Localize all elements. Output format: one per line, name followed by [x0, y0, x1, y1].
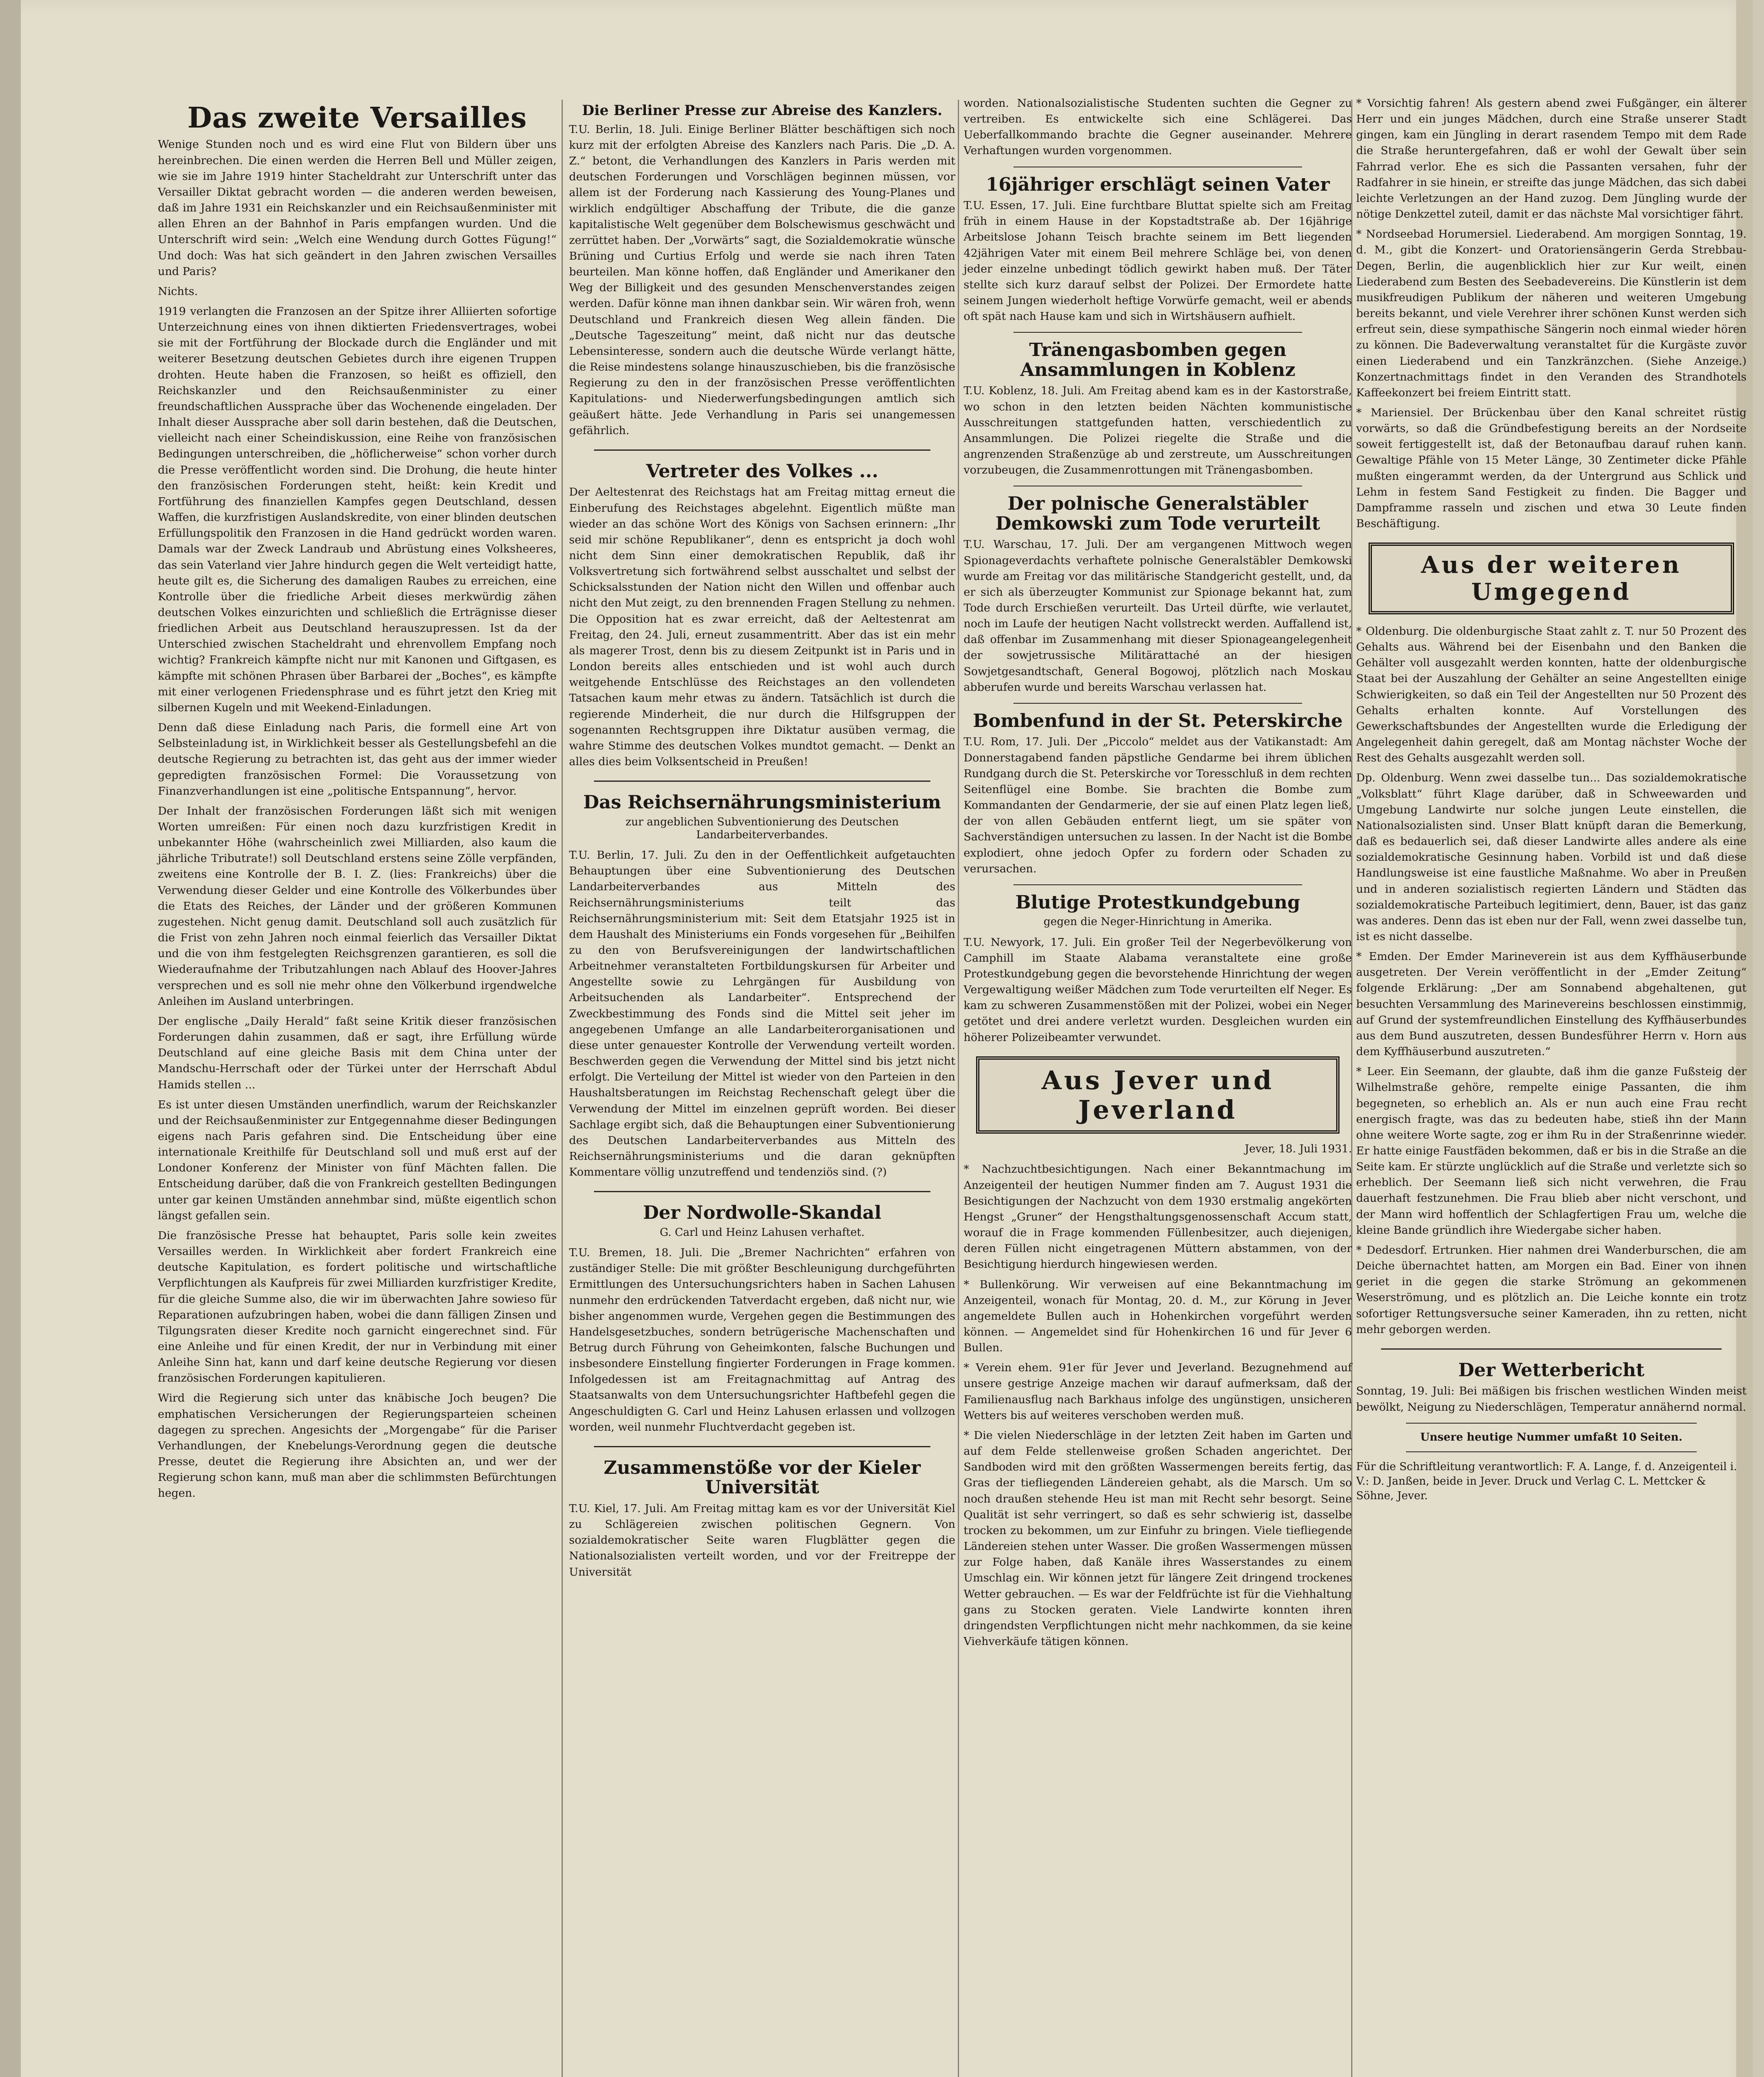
- article-paragraph: T.U. Bremen, 18. Juli. Die „Bremer Nachrichten“ erfahren von zuständiger Stelle: Die mit größter Beschleunigung durchgeführten Ermittlungen des Untersuchungsrichters haben in Sachen Lahusen nunmehr den erdrückenden Tatverdacht ergeben, daß nicht nur, wie bisher angenommen wurde, Vergehen gegen die Bestimmungen des Handelsgesetzbuches, sondern betrügerische Machenschaften und Betrug durch Führung von Geheimkonten, falsche Buchungen und insbesondere Einstellung fingierter Forderungen in Frage kommen. Infolgedessen ist am Freitagnachmittag auf Antrag des Staatsanwalts von dem Untersuchungsrichter Haftbefehl gegen die Angeschuldigten G. Carl und Heinz Lahusen erlassen und vollzogen worden, weil nunmehr Fluchtverdacht gegeben ist.: [569, 1246, 955, 1434]
- section-box-jever: Aus Jever und Jeverland: [976, 1056, 1340, 1134]
- subheadline: gegen die Neger-Hinrichtung in Amerika.: [1043, 916, 1272, 928]
- article-paragraph: Sonntag, 19. Juli: Bei mäßigen bis frischen westlichen Winden meist bewölkt, Neigung zu Niederschlägen, Temperatur annähernd normal.: [1356, 1385, 1747, 1414]
- article-paragraph: Wenige Stunden noch und es wird eine Flut von Bildern über uns hereinbrechen. Die einen werden die Herren Bell und Müller zeigen, wie sie im Jahre 1919 hinter Stacheldraht zur Unterschrift unter das Versailler Diktat gebracht worden — die anderen werden beweisen, daß im Jahre 1931 ein Reichskanzler und ein Reichsaußenminister mit allen Ehren an der Bahnhof in Paris empfangen wurden. Und die Unterschrift wird sein: „Welch eine Wendung durch Gottes Fügung!“ Und doch: Was hat sich geändert in den Jahren zwischen Versailles und Paris?: [158, 138, 557, 278]
- column-1: [158, 96, 557, 1506]
- article-paragraph: T.U. Kiel, 17. Juli. Am Freitag mittag kam es vor der Universität Kiel zu Schlägereien zwischen politischen Gegnern. Von sozialdemokratischer Seite waren Flugblätter gegen die Nationalsozialisten verteilt worden, und vor der Freitreppe der Universität: [569, 1502, 955, 1579]
- article-paragraph: * Dedesdorf. Ertrunken. Hier nahmen drei Wanderburschen, die am Deiche übernachtet hatten, am Morgen ein Bad. Einer von ihnen geriet in die gegen die starke Strömung an gekommenen Weserströmung, und es plötzlich an. Die Leiche konnte ein trotz sofortiger Rettungsversuche seiner Kameraden, ihn zu retten, nicht mehr geborgen werden.: [1356, 1243, 1747, 1336]
- article-paragraph: T.U. Newyork, 17. Juli. Ein großer Teil der Negerbevölkerung von Camphill im Staate Alabama veranstaltete eine große Protestkundgebung gegen die bevorstehende Hinrichtung der wegen Vergewaltigung weißer Mädchen zum Tode verurteilten elf Neger. Es kam zu schweren Zusammenstößen mit der Polizei, wobei ein Neger getötet und drei andere verletzt wurden. Desgleichen wurden ein höherer Polizeibeamter verwundet.: [964, 935, 1352, 1044]
- article-paragraph: * Vorsichtig fahren! Als gestern abend zwei Fußgänger, ein älterer Herr und ein junges Mädchen, durch eine Straße unserer Stadt gingen, kam ein Jüngling in derart rasendem Tempo mit dem Rade die Straße heruntergefahren, daß er wohl der Gewalt über sein Fahrrad verlor. Ehe es sich die Passanten versahen, fuhr der Radfahrer in sie hinein, er streifte das junge Mädchen, das sich dabei leichte Verletzungen an der Hand zuzog. Dem Jüngling wurde der nötige Denkzettel zuteil, damit er das nächste Mal vorsichtiger fährt.: [1356, 97, 1747, 221]
- divider: [594, 449, 930, 451]
- section-box-umgegend: Aus der weiteren Umgegend: [1369, 543, 1734, 614]
- divider: [594, 1191, 930, 1192]
- article-paragraph: worden. Nationalsozialistische Studenten suchten die Gegner zu vertreiben. Es entwickelte sich eine Schlägerei. Das Ueberfallkommando brachte die Gegner auseinander. Mehrere Verhaftungen wurden vorgenommen.: [964, 97, 1352, 157]
- dateline: Jever, 18. Juli 1931.: [1244, 1143, 1352, 1156]
- column-rule: [562, 100, 563, 2077]
- article-paragraph: T.U. Rom, 17. Juli. Der „Piccolo“ meldet aus der Vatikanstadt: Am Donnerstagabend fanden päpstliche Gendarme bei ihrem üblichen Rundgang durch die St. Peterskirche vor Toresschluß in dem rechten Seitenflügel eine Bombe. Sie brachten die Bombe zum Kommandanten der Gendarmerie, der sie auf einen Platz legen ließ, der von allen Gebäuden entfernt liegt, um sie später von Sachverständigen untersuchen zu lassen. In der Nacht ist die Bombe explodiert, ohne jedoch Opfer zu fordern oder Schaden zu verursachen.: [964, 735, 1352, 875]
- column-3: [964, 96, 1352, 1654]
- divider: [1013, 332, 1302, 333]
- headline-versailles: Das zweite Versailles: [187, 101, 527, 135]
- page-binding-edge: [0, 0, 21, 2077]
- article-paragraph: Der Aeltestenrat des Reichstags hat am Freitag mittag erneut die Einberufung des Reichstages abgelehnt. Eigentlich müßte man wieder an das schöne Wort des Königs von Sachsen erinnern: „Ihr seid mir schöne Republikaner“, denn es entspricht ja doch wohl nicht dem Sinn einer demokratischen Republik, daß ihr Volksvertretung sich fortwährend selbst ausschaltet und selbst der Schicksalsstunden der Nation nicht den Willen und offenbar auch nicht den Mut zeigt, zu den brennenden Fragen Stellung zu nehmen. Die Opposition hat es zwar erreicht, daß der Aeltestenrat am Freitag, den 24. Juli, erneut zusammentritt. Aber das ist ein mehr als magerer Trost, denn bis zu diesem Zeitpunkt ist in Paris und in London bereits alles entschieden und ist wohl auch durch weitgehende Entschlüsse des Reichstages an den vollendeten Tatsachen kaum mehr etwas zu ändern. Tatsächlich ist durch die regierende Minderheit, die nur durch die Hilfsgruppen der sogenannten Rechtsgruppen ihre Diktatur ausüben vermag, die wahre Stimme des deutschen Volkes mundtot gemacht. — Denkt an alles dies beim Volksentscheid in Preußen!: [569, 486, 955, 768]
- divider: [594, 781, 930, 782]
- headline-reichsernaehrung: Das Reichsernährungsministerium: [583, 792, 941, 813]
- divider: [1381, 1348, 1722, 1350]
- headline-kiel: Zusammenstöße vor der Kieler Universität: [604, 1457, 921, 1498]
- divider: [1013, 703, 1302, 704]
- imprint: Für die Schriftleitung verantwortlich: F. A. Lange, f. d. Anzeigenteil i. V.: D. Janßen, beide in Jever. Druck und Verlag C. L. Mettcker & Söhne, Jever.: [1356, 1460, 1737, 1503]
- article-paragraph: Denn daß diese Einladung nach Paris, die formell eine Art von Selbsteinladung ist, in Wirklichkeit besser als Gestellungsbefehl an die deutsche Regierung zu betrachten ist, das geht aus der immer wieder gepredigten französischen Formel: Die Voraussetzung von Finanzverhandlungen ist eine „politische Entspannung“, hervor.: [158, 721, 557, 798]
- divider: [1406, 1423, 1697, 1424]
- column-4: [1356, 96, 1747, 1503]
- article-paragraph: Es ist unter diesen Umständen unerfindlich, warum der Reichskanzler und der Reichsaußenminister zur Entgegennahme dieser Bedingungen eigens nach Paris gefahren sind. Die Entscheidung über eine internationale Kreithilfe für Deutschland soll und muß erst auf der Londoner Konferenz der Minister von fünf Mächten fallen. Die Entscheidung darüber, daß die von Frankreich gestellten Bedingungen unter gar keinen Umständen annehmbar sind, müßte eigentlich schon längst gefallen sein.: [158, 1098, 557, 1222]
- article-paragraph: 1919 verlangten die Franzosen an der Spitze ihrer Alliierten sofortige Unterzeichnung eines von ihnen diktierten Friedensvertrages, wobei sie mit der Fortführung der Blockade durch die Engländer und mit weiterer Besetzung deutschen Gebietes durch ihre eigenen Truppen drohten. Heute haben die Franzosen, so heißt es offiziell, den Reichskanzler und den Reichsaußenminister zu einer freundschaftlichen Aussprache über das Wochenende eingeladen. Der Inhalt dieser Aussprache aber soll darin bestehen, daß die Deutschen, vielleicht nach einer Scheindiskussion, eine Reihe von französischen Bedingungen unterschreiben, die „höflicherweise“ schon vorher durch die Presse veröffentlicht worden sind. Die Drohung, die heute hinter den französischen Forderungen steht, heißt: kein Kredit und Fortführung des finanziellen Kampfes gegen Deutschland, dessen Waffen, die kurzfristigen Auslandskredite, von einer blinden deutschen Erfüllungspolitik den Franzosen in die Hand gedrückt worden waren. Damals war der Zweck Landraub und Abrüstung eines Volksheeres, das sein Vaterland vier Jahre hindurch gegen die Welt verteidigt hatte, heute gilt es, die Sicherung des damaligen Raubes zu erreichen, eine Kontrolle über die friedliche Arbeit dieses merkwürdig zähen deutschen Volkes einzurichten und schließlich die Erträgnisse dieser friedlichen Arbeit aus Deutschland herauszupressen. Ist da der Unterschied zwischen Stacheldraht und ehrenvollem Empfang noch wichtig? Frankreich kämpfte nicht nur mit Kanonen und Giftgasen, es kämpfte mit schönen Phrasen über Barbarei der „Boches“, es kämpfte mit einer verlogenen Friedensphrase und es führt jetzt den Krieg mit silbernen Kugeln und mit Weekend-Einladungen.: [158, 305, 557, 714]
- headline-wetter: Der Wetterbericht: [1458, 1359, 1645, 1381]
- article-paragraph: T.U. Koblenz, 18. Juli. Am Freitag abend kam es in der Kastorstraße, wo schon in den letzten beiden Nächten kommunistische Ausschreitungen stattgefunden hatten, verschiedentlich zu Ansammlungen. Die Polizei riegelte die Straße und die angrenzenden Straßenzüge ab und zerstreute, um Ausschreitungen vorzubeugen, die Zusammenrottungen mit Tränengasbomben.: [964, 384, 1352, 477]
- article-paragraph: * Leer. Ein Seemann, der glaubte, daß ihm die ganze Fußsteig der Wilhelmstraße gehöre, rempelte einige Passanten, die ihm begegneten, so erheblich an. Als er nun auch eine Frau recht energisch fragte, was das zu bedeuten habe, stieß ihn der Mann ohne weitere Worte sagte, zog er ihm Ru in der Straßenrinne wieder. Er hatte einige Faustfäden bekommen, daß er bis in die Straße an die Seite kam. Er stürzte unglücklich auf die Straße und verletzte sich so erheblich. Der Seemann ließ sich nicht verwehren, die Frau dauerhaft festzunehmen. Die Frau blieb aber nicht verschont, und der Mann wird hoffentlich der Schlagfertigen Frau um, welche die kleine Bande gründlich ihre Wiedergabe sicher haben.: [1356, 1065, 1747, 1237]
- article-paragraph: * Oldenburg. Die oldenburgische Staat zahlt z. T. nur 50 Prozent des Gehalts aus. Während bei der Eisenbahn und den Banken die Gehälter voll ausgezahlt werden konnten, hatte der oldenburgische Staat bei der Auszahlung der Gehälter an seine Angestellten einige Schwierigkeiten, so daß ein Teil der Angestellten nur 50 Prozent des Gehalts erhalten konnte. Auf Vorstellungen des Gewerkschaftsbundes der Angestellten wurde die Erledigung der Angelegenheit dahin geregelt, daß am Montag nächster Woche der Rest des Gehalts ausgezahlt werden soll.: [1356, 625, 1747, 765]
- article-paragraph: * Die vielen Niederschläge in der letzten Zeit haben im Garten und auf dem Felde stellenweise großen Schaden angerichtet. Der Sandboden wird mit den größten Wassermengen bereits fertig, das Gras der tiefliegenden Ländereien gehabt, als die Marsch. Um so noch draußen stehende Heu ist man mit Recht sehr besorgt. Seine Qualität ist sehr verringert, so daß es sehr schwierig ist, dasselbe trocken zu bekommen, um zur Einfuhr zu bringen. Viele tiefliegende Ländereien stehen unter Wasser. Die großen Wassermengen müssen zur Folge haben, daß Kanäle ihres Wasserstandes zu einem Umschlag ein. Wir können jetzt für längere Zeit dringend trockenes Wetter gebrauchen. — Es war der Feldfrüchte ist für die Viehhaltung gans zu Stocken geraten. Viele Landwirte konnten ihren dringendsten Verpflichtungen nicht mehr nachkommen, da sie keine Viehverkäufe tätigen können.: [964, 1429, 1352, 1648]
- headline-demkowski: Der polnische Generalstäbler Demkowski zum Tode verurteilt: [995, 493, 1320, 534]
- divider: [1013, 884, 1302, 885]
- subheadline: zur angeblichen Subventionierung des Deutschen Landarbeiterverbandes.: [626, 815, 899, 841]
- article-paragraph: Die französische Presse hat behauptet, Paris solle kein zweites Versailles werden. In Wirklichkeit aber fordert Frankreich eine deutsche Kapitulation, es fordert politische und wirtschaftliche Verpflichtungen als Kaufpreis für zwei Milliarden kurzfristiger Kredite, für die gleiche Summe also, die wir im überwachten Jahre sowieso für Reparationen aufzubringen haben, wobei die dann fälligen Zinsen und Tilgungsraten dieser Kredite noch garnicht eingerechnet sind. Für eine Anleihe und für einen Kredit, der nur in Verbindung mit einer Anleihe Sinn hat, kann und darf keine deutsche Regierung vor diesen französischen Forderungen kapitulieren.: [158, 1229, 557, 1385]
- headline-vater: 16jähriger erschlägt seinen Vater: [986, 174, 1330, 195]
- article-paragraph: * Verein ehem. 91er für Jever und Jeverland. Bezugnehmend auf unsere gestrige Anzeige machen wir darauf aufmerksam, daß der Familienausflug nach Barkhaus infolge des ungünstigen, unsicheren Wetters bis auf weiteres verschoben werden muß.: [964, 1361, 1352, 1422]
- headline-vertreter: Vertreter des Volkes ...: [646, 460, 878, 482]
- article-paragraph: * Nordseebad Horumersiel. Liederabend. Am morgigen Sonntag, 19. d. M., gibt die Konzert- und Oratoriensängerin Gerda Strebbau-Degen, Berlin, die augenblicklich hier zur Kur weilt, einen Liederabend zum Besten des Seebadevereins. Die Künstlerin ist dem musikfreudigen Publikum der näheren und weiteren Umgebung bereits bekannt, und viele Verehrer ihrer schönen Kunst werden sich erfreut sein, diese sympathische Sängerin noch einmal wieder hören zu können. Die Badeverwaltung veranstaltet für die Kurgäste zuvor einen Liederabend und ein Tanzkränzchen. (Siehe Anzeige.) Konzertnachmittags findet in den Veranden des Strandhotels Kaffeekonzert bei freiem Eintritt statt.: [1356, 228, 1747, 399]
- headline-berliner-presse: Die Berliner Presse zur Abreise des Kanzlers.: [582, 102, 942, 119]
- headline-petersk: Bombenfund in der St. Peterskirche: [973, 710, 1343, 732]
- article-paragraph: Nichts.: [158, 285, 198, 298]
- article-paragraph: Der englische „Daily Herald“ faßt seine Kritik dieser französischen Forderungen dahin zusammen, daß er sagt, ihre Erfüllung würde Deutschland auf eine gleiche Basis mit dem China unter der Mandschu-Herrschaft oder der Türkei unter der Herrschaft Abdul Hamids stellen ...: [158, 1014, 557, 1091]
- headline-protest: Blutige Protestkundgebung: [1015, 891, 1300, 913]
- article-paragraph: * Emden. Der Emder Marineverein ist aus dem Kyffhäuserbunde ausgetreten. Der Verein veröffentlicht in der „Emder Zeitung“ folgende Erklärung: „Der am Sonnabend abgehaltenen, gut besuchten Versammlung des Marinevereins beschlossen einstimmig, auf Grund der systemfreundlichen Einstellung des Kyffhäuserbundes aus dem Bund auszutreten, dessen Bundesführer Herrn v. Horn aus dem Kyffhäuserbund auszutreten.“: [1356, 950, 1747, 1058]
- article-paragraph: T.U. Warschau, 17. Juli. Der am vergangenen Mittwoch wegen Spionageverdachts verhaftete polnische Generalstäbler Demkowski wurde am Freitag vor das militärische Standgericht gestellt, und, da er sich als überzeugter Kommunist zur Spionage bekannt hat, zum Tode durch Erschießen verurteilt. Das Urteil dürfte, wie verlautet, noch im Laufe der heutigen Nacht vollstreckt werden. Auffallend ist, daß offenbar im Zusammenhang mit dieser Spionageangelegenheit der sowjetrussische Militärattaché an der hiesigen Sowjetgesandtschaft, General Bogowoj, plötzlich nach Moskau abberufen wurde und bereits Warschau verlassen hat.: [964, 538, 1352, 694]
- article-paragraph: Wird die Regierung sich unter das knäbische Joch beugen? Die emphatischen Versicherungen der Regierungsparteien scheinen dagegen zu sprechen. Angesichts der „Morgengabe“ für die Pariser Verhandlungen, der Knebelungs-Verordnung gegen die deutsche Presse, deutet die Regierung ihre Absichten an, und wer der Regierung schon kann, muß man aber die schlimmsten Befürchtungen hegen.: [158, 1392, 557, 1500]
- headline-nordwolle: Der Nordwolle-Skandal: [643, 1202, 881, 1224]
- subheadline: G. Carl und Heinz Lahusen verhaftet.: [660, 1226, 865, 1239]
- article-paragraph: T.U. Essen, 17. Juli. Eine furchtbare Bluttat spielte sich am Freitag früh in einem Hause in der Kopstadtstraße ab. Der 16jährige Arbeitslose Johann Teisch brachte seinem im Bett liegenden 42jährigen Vater mit einem Beil mehrere Schläge bei, von denen jeder einzelne unbedingt tödlich gewirkt haben muß. Der Täter stellte sich kurz darauf selbst der Polizei. Der Ermordete hatte seinem Jungen wiederholt heftige Vorwürfe gemacht, weil er abends oft spät nach Hause kam und sich in Wirtshäusern aufhielt.: [964, 199, 1352, 323]
- column-rule: [958, 100, 959, 2077]
- divider: [594, 1446, 930, 1447]
- article-paragraph: * Bullenkörung. Wir verweisen auf eine Bekanntmachung im Anzeigenteil, wonach für Montag, 20. d. M., zur Körung in Jever angemeldete Bullen auch in Hohenkirchen vorgeführt werden können. — Angemeldet sind für Hohenkirchen 16 und für Jever 6 Bullen.: [964, 1278, 1352, 1355]
- article-paragraph: T.U. Berlin, 18. Juli. Einige Berliner Blätter beschäftigen sich noch kurz mit der erfolgten Abreise des Kanzlers nach Paris. Die „D. A. Z.“ betont, die Verhandlungen des Kanzlers in Paris werden mit deutschen Forderungen und Vorschlägen beginnen müssen, vor allem ist der Forderung nach Kassierung des Young-Planes und wirklich endgültiger Abschaffung der Tribute, die die ganze kapitalistische Welt gegenüber dem Bolschewismus geschwächt und zerrüttet haben. Der „Vorwärts“ sagt, die Sozialdemokratie wünsche Brüning und Curtius Erfolg und werde sie nach ihren Taten beurteilen. Man könne hoffen, daß Engländer und Amerikaner den Weg der Billigkeit und des gesunden Menschenverstandes zeigen werden. Dafür könne man ihnen dankbar sein. Wir wären froh, wenn Deutschland und Frankreich diesen Weg allein fänden. Die „Deutsche Tageszeitung“ meint, daß nicht nur das deutsche Lebensinteresse, sondern auch die deutsche Würde verlangt hätte, die Reise mindestens solange hinauszuschieben, bis die französische Regierung zu den in der französischen Presse veröffentlichten Kapitulations- und Niederwerfungsbedingungen amtlich sich geäußert hätte. Jede Verhandlung in Paris sei unangemessen gefährlich.: [569, 123, 955, 437]
- article-paragraph: Dp. Oldenburg. Wenn zwei dasselbe tun... Das sozialdemokratische „Volksblatt“ führt Klage darüber, daß in Schweewarden und Umgebung Landwirte nur solche jungen Leute einstellen, die Nationalsozialisten sind. Unser Blatt knüpft daran die Bemerkung, daß es bedauerlich sei, daß dieser Landwirte alles andere als eine sozialdemokratische Gesinnung haben. Vorbild ist und daß diese Handlungsweise ist eine faustliche Maßnahme. Wo aber in Preußen und in anderen sozialistisch regierten Ländern und Städten das sozialdemokratische Parteibuch legitimiert, denn, Bauer, ist das ganz was anderes. Denn das ist eben nur der Fall, wenn zwei dasselbe tun, ist es nicht dasselbe.: [1356, 771, 1747, 943]
- article-paragraph: Der Inhalt der französischen Forderungen läßt sich mit wenigen Worten umreißen: Für einen noch dazu kurzfristigen Kredit in unbekannter Höhe (wahrscheinlich zwei Milliarden, also kaum die jährliche Tributrate!) soll Deutschland erstens seine Zölle verpfänden, zweitens eine Kontrolle der B. I. Z. (lies: Frankreichs) über die Verwendung dieser Gelder und eine Kontrolle des Völkerbundes über die Etats des Reiches, der Länder und der größeren Kommunen zugestehen. Nicht genug damit. Deutschland soll auch zusätzlich für die Frist von zehn Jahren noch einmal feierlich das Versailler Diktat und die von ihm festgelegten Reichsgrenzen garantieren, es soll die Wiederaufnahme der Tributzahlungen nach Ablauf des Hoover-Jahres versprechen und es soll nie mehr ohne den Völkerbund irgendwelche Anleihen im Ausland unterbringen.: [158, 804, 557, 1008]
- divider: [1406, 1451, 1697, 1452]
- column-2: [569, 96, 955, 1584]
- issue-page-count: Unsere heutige Nummer umfaßt 10 Seiten.: [1420, 1431, 1683, 1444]
- article-paragraph: * Nachzuchtbesichtigungen. Nach einer Bekanntmachung im Anzeigenteil der heutigen Nummer finden am 7. August 1931 die Besichtigungen der Nachzucht von dem 1930 erstmalig angekörten Hengst „Gruner“ der Hengsthaltungsgenossenschaft Accum statt, worauf die in Frage kommenden Füllenbesitzer, auch diejenigen, deren Füllen nicht eingetragenen Müttern abstammen, von der Besichtigung hierdurch hingewiesen werden.: [964, 1163, 1352, 1271]
- article-paragraph: T.U. Berlin, 17. Juli. Zu den in der Oeffentlichkeit aufgetauchten Behauptungen über eine Subventionierung des Deutschen Landarbeiterverbandes aus Mitteln des Reichsernährungsministeriums teilt das Reichsernährungsministerium mit: Seit dem Etatsjahr 1925 ist in dem Haushalt des Ministeriums ein Fonds vorgesehen für „Beihilfen zu den von Berufsvereinigungen der landwirtschaftlichen Arbeitnehmer veranstalteten Fortbildungskursen für Arbeiter und Angestellte sowie zu Lehrgängen für Ausbildung von Arbeitsuchenden als Landarbeiter“. Entsprechend der Zweckbestimmung des Fonds sind die Mittel seit jeher im angegebenen Umfange an alle Landarbeiterorganisationen und diese unter genauester Kontrolle der Verwendung verteilt worden. Beschwerden gegen die Verwendung der Mittel sind bis jetzt nicht erfolgt. Die Verteilung der Mittel ist wieder von den Parteien in den Haushaltsberatungen im Reichstag Rechenschaft gelegt über die Verwendung der Mittel im einzelnen geprüft worden. Bei dieser Sachlage ergibt sich, daß die Behauptungen einer Subventionierung des Deutschen Landarbeiterverbandes aus Mitteln des Reichsernährungsministeriums und die daran geknüpften Kommentare völlig unzutreffend und tendenziös sind. (?): [569, 849, 955, 1179]
- article-paragraph: * Mariensiel. Der Brückenbau über den Kanal schreitet rüstig vorwärts, so daß die Gründbefestigung bereits an der Nordseite soweit fertiggestellt ist, daß der Betonaufbau darauf ruhen kann. Gewaltige Pfähle von 15 Meter Länge, 30 Zentimeter dicke Pfähle mußten eingerammt werden, da der Untergrund aus Schlick und Lehm in festem Sand Festigkeit zu finden. Die Bagger und Dampframme rasseln und zischen und etwa 30 Leute finden Beschäftigung.: [1356, 406, 1747, 530]
- headline-koblenz: Tränengasbomben gegen Ansammlungen in Koblenz: [1020, 339, 1295, 381]
